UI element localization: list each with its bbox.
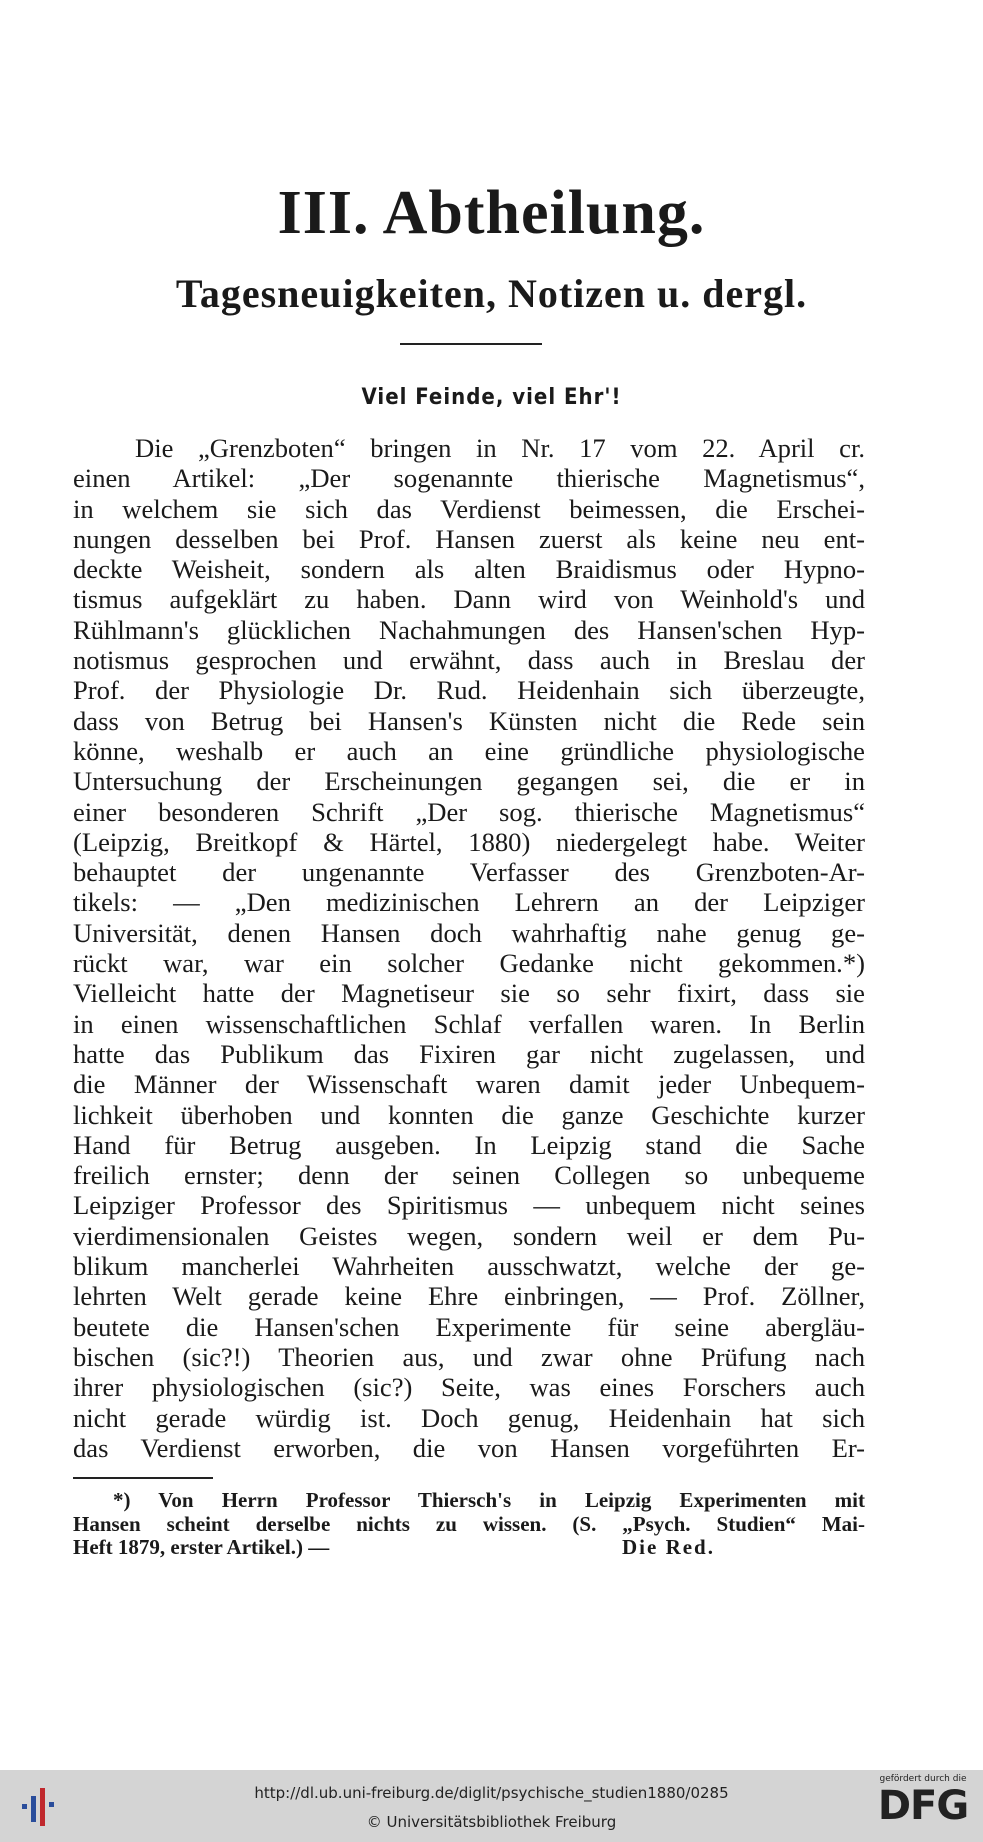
article-line: vierdimensionalen Geistes wegen, sondern weil er dem Pu-: [73, 1220, 865, 1251]
article-line: nungen desselben bei Prof. Hansen zuerst als keine neu ent-: [73, 523, 865, 554]
article-line: Vielleicht hatte der Magnetiseur sie so sehr fixirt, dass sie: [73, 978, 865, 1009]
dfg-logo: [873, 1774, 973, 1838]
article-line: lehrten Welt gerade keine Ehre einbringen, — Prof. Zöllner,: [73, 1281, 865, 1312]
article-line: Prof. der Physiologie Dr. Rud. Heidenhain sich überzeugte,: [73, 675, 865, 706]
dfg-logo-text: DFG: [877, 1783, 969, 1829]
article-line: hatte das Publikum das Fixiren gar nicht zugelassen, und: [73, 1038, 865, 1069]
footnote-last-line: [73, 1536, 865, 1560]
footnote-line: Heft 1879, erster Artikel.) —: [73, 1535, 330, 1559]
heading-divider: [400, 343, 542, 345]
article-line: Untersuchung der Erscheinungen gegangen sei, die er in: [73, 766, 865, 797]
article-line: könne, weshalb er auch an eine gründliche physiologische: [73, 735, 865, 766]
article-line: in einen wissenschaftlichen Schlaf verfallen waren. In Berlin: [73, 1008, 865, 1039]
article-line: tismus aufgeklärt zu haben. Dann wird von Weinhold's und: [73, 584, 865, 615]
section-subheading: Tagesneuigkeiten, Notizen u. dergl.: [175, 271, 808, 316]
copyright-text: © Universitätsbibliothek Freiburg: [366, 1813, 617, 1831]
article-line: freilich ernster; denn der seinen Collegen so unbequeme: [73, 1160, 865, 1191]
article-line: blikum mancherlei Wahrheiten ausschwatzt, welche der ge-: [73, 1251, 865, 1282]
article-line: ihrer physiologischen (sic?) Seite, was eines Forschers auch: [73, 1372, 865, 1403]
article-line: das Verdienst erworben, die von Hansen vorgeführten Er-: [73, 1432, 865, 1463]
article-line: rückt war, war ein solcher Gedanke nicht gekommen.*): [73, 948, 865, 979]
article-body: [73, 433, 865, 1463]
article-line: Die „Grenzboten“ bringen in Nr. 17 vom 22. April cr.: [135, 433, 865, 463]
article-line: tikels: — „Den medizinischen Lehrern an der Leipziger: [73, 887, 865, 918]
article-line: Universität, denen Hansen doch wahrhaftig nahe genug ge-: [73, 917, 865, 948]
article-line: notismus gesprochen und erwähnt, dass auch in Breslau der: [73, 645, 865, 676]
article-line: Hand für Betrug ausgeben. In Leipzig stand die Sache: [73, 1129, 865, 1160]
footnote-line: Hansen scheint derselbe nichts zu wissen. (S. „Psych. Studien“ Mai-: [73, 1511, 865, 1536]
dfg-funding-text: gefördert durch die: [879, 1774, 967, 1784]
footnote-signature: Die Red.: [622, 1535, 715, 1559]
document-url[interactable]: http://dl.ub.uni-freiburg.de/diglit/psychische_studien1880/0285: [254, 1784, 729, 1802]
article-title: Viel Feinde, viel Ehr'!: [361, 385, 622, 410]
article-line: behauptet der ungenannte Verfasser des Grenzboten-Ar-: [73, 857, 865, 888]
article-line: dass von Betrug bei Hansen's Künsten nicht die Rede sein: [73, 705, 865, 736]
article-line: deckte Weisheit, sondern als alten Braidismus oder Hypno-: [73, 554, 865, 585]
article-line: Rühlmann's glücklichen Nachahmungen des Hansen'schen Hyp-: [73, 614, 865, 645]
article-line: beutete die Hansen'schen Experimente für seine abergläu-: [73, 1311, 865, 1342]
footnote-divider: [73, 1477, 213, 1479]
footer-bar: [0, 1770, 983, 1842]
footnote: [73, 1489, 865, 1560]
article-line: einen Artikel: „Der sogenannte thierische Magnetismus“,: [73, 463, 865, 494]
article-line: nicht gerade würdig ist. Doch genug, Heidenhain hat sich: [73, 1402, 865, 1433]
article-line: Leipziger Professor des Spiritismus — unbequem nicht seines: [73, 1190, 865, 1221]
footnote-line: *) Von Herrn Professor Thiersch's in Leipzig Experimenten mit: [113, 1488, 865, 1512]
article-line: (Leipzig, Breitkopf & Härtel, 1880) niedergelegt habe. Weiter: [73, 826, 865, 857]
article-line: einer besonderen Schrift „Der sog. thierische Magnetismus“: [73, 796, 865, 827]
section-heading: III. Abtheilung.: [277, 179, 706, 247]
article-line: bischen (sic?!) Theorien aus, und zwar ohne Prüfung nach: [73, 1341, 865, 1372]
article-line: die Männer der Wissenschaft waren damit jeder Unbequem-: [73, 1069, 865, 1100]
article-line: lichkeit überhoben und konnten die ganze Geschichte kurzer: [73, 1099, 865, 1130]
article-line: in welchem sie sich das Verdienst beimessen, die Erschei-: [73, 493, 865, 524]
